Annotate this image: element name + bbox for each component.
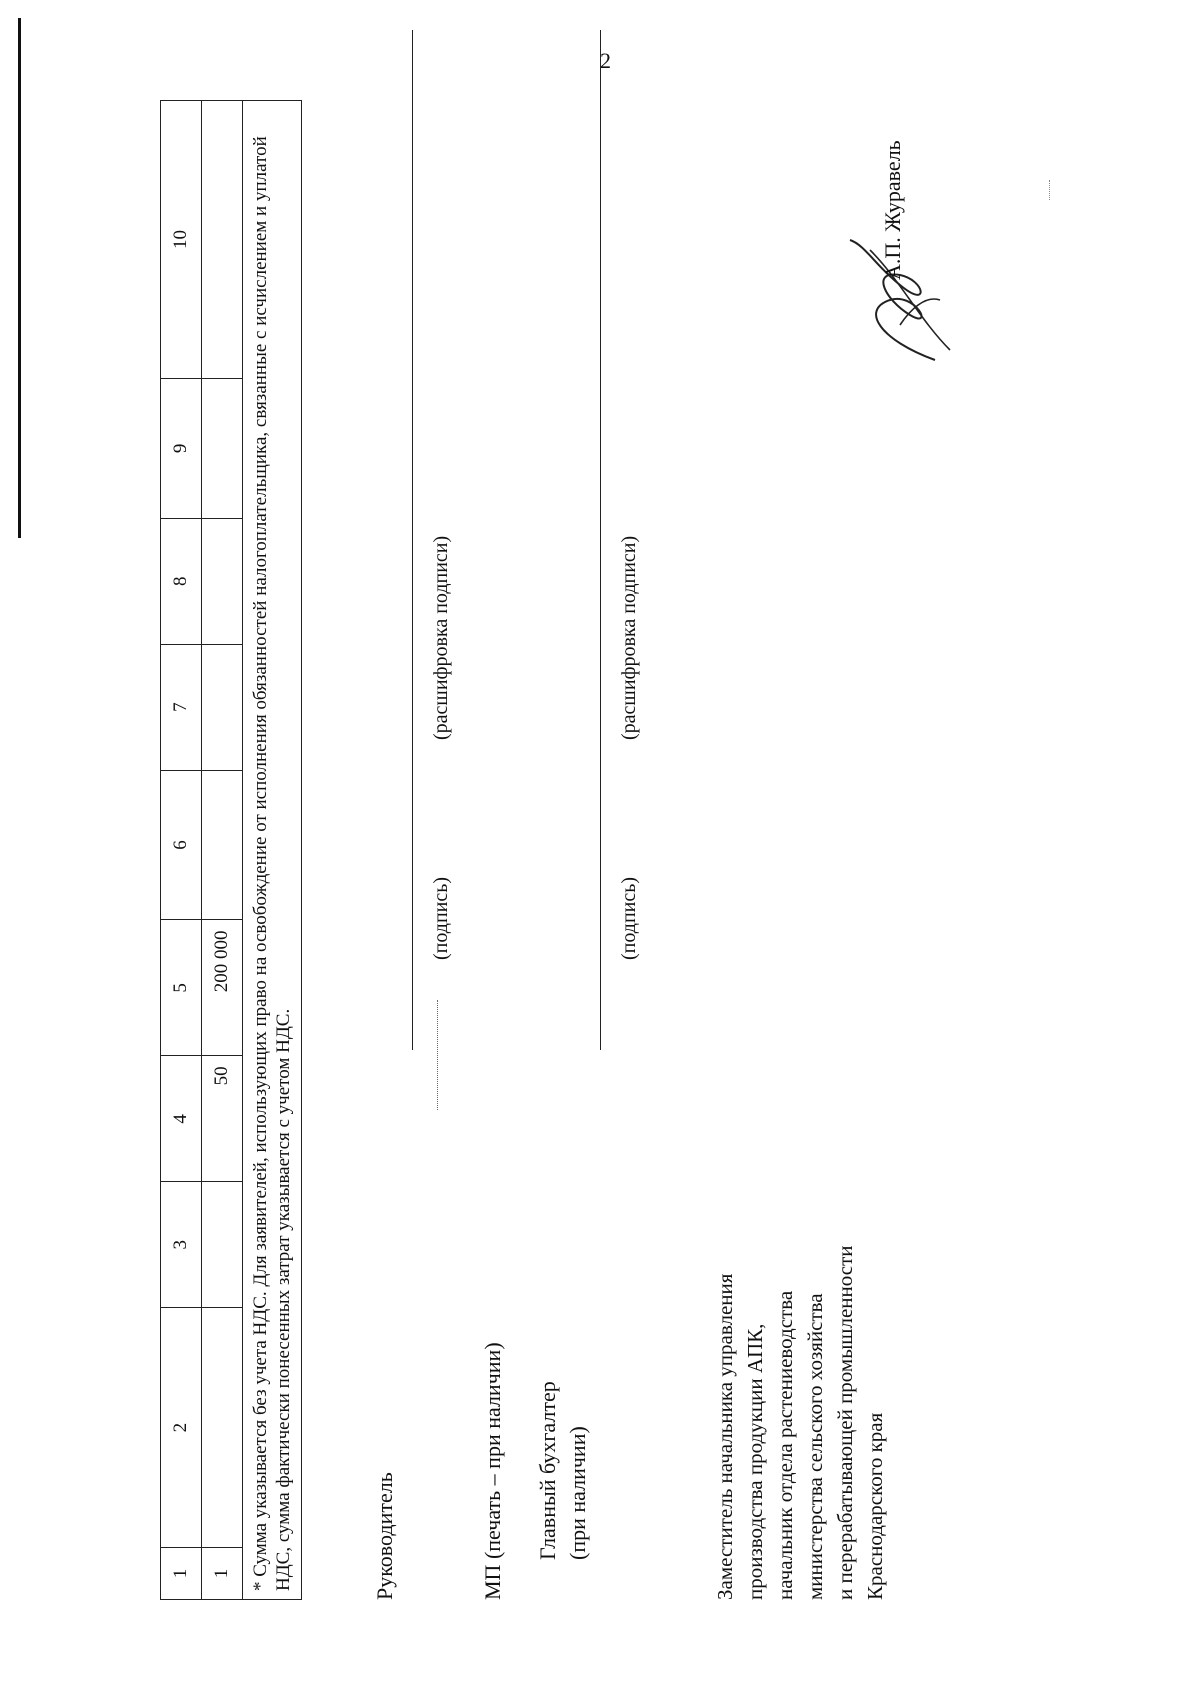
official-position-line: Заместитель начальника управления — [713, 1273, 737, 1600]
stamp-label: МП (печать – при наличии) — [480, 1342, 505, 1600]
left-margin-rule — [18, 18, 21, 538]
decode-caption: (расшифровка подписи) — [430, 535, 452, 740]
signature-line — [412, 30, 413, 550]
table-cell: 200 000 — [202, 920, 243, 1056]
official-position-line: и перерабатывающей промышленности — [833, 1245, 857, 1600]
official-position-line: министерства сельского хозяйства — [803, 1293, 827, 1600]
signature-caption: (подпись) — [430, 876, 452, 960]
table-cell — [202, 1308, 243, 1548]
signature-line — [600, 30, 601, 550]
table-cell: 50 — [202, 1056, 243, 1182]
header-cell: 1 — [161, 1548, 202, 1600]
scan-artifact-line — [1049, 180, 1050, 200]
header-cell: 4 — [161, 1056, 202, 1182]
rotated-page-content — [160, 100, 960, 1600]
header-cell: 9 — [161, 378, 202, 518]
footnote-text: * Сумма указывается без учета НДС. Для заявителей, использующих право на освобождение от исполнения обязанностей налогоплательщика, связанные с исчислением и уплатой НДС, сумма фактически понесенных затрат указывается с учетом НДС. — [243, 101, 302, 1600]
header-cell: 2 — [161, 1308, 202, 1548]
footnote-row — [243, 101, 302, 1600]
official-position — [710, 1245, 890, 1600]
official-position-line: начальник отдела растениеводства — [773, 1290, 797, 1600]
header-cell: 7 — [161, 644, 202, 770]
header-cell: 10 — [161, 101, 202, 379]
table-cell — [202, 378, 243, 518]
signature-line — [600, 550, 601, 1050]
table-cell: 1 — [202, 1548, 243, 1600]
table-cell — [202, 101, 243, 379]
official-position-line: производства продукции АПК, — [743, 1323, 767, 1600]
official-name: А.П. Журавель — [880, 140, 905, 280]
official-position-line: Краснодарского края — [863, 1412, 887, 1600]
table-header-row — [161, 101, 202, 1600]
table-row — [202, 101, 243, 1600]
header-cell: 3 — [161, 1182, 202, 1308]
table-cell — [202, 770, 243, 920]
page-number: 2 — [600, 48, 611, 73]
accountant-label: Главный бухгалтер — [535, 1381, 560, 1560]
signature-caption: (подпись) — [618, 876, 640, 960]
data-table — [160, 100, 302, 1600]
director-label: Руководитель — [372, 1472, 397, 1600]
header-cell: 6 — [161, 770, 202, 920]
header-cell: 8 — [161, 518, 202, 644]
accountant-label-note: (при наличии) — [565, 1426, 590, 1560]
table-cell — [202, 1182, 243, 1308]
signature-line — [412, 550, 413, 1050]
header-cell: 5 — [161, 920, 202, 1056]
table-cell — [202, 644, 243, 770]
table-cell — [202, 518, 243, 644]
decode-caption: (расшифровка подписи) — [618, 535, 640, 740]
